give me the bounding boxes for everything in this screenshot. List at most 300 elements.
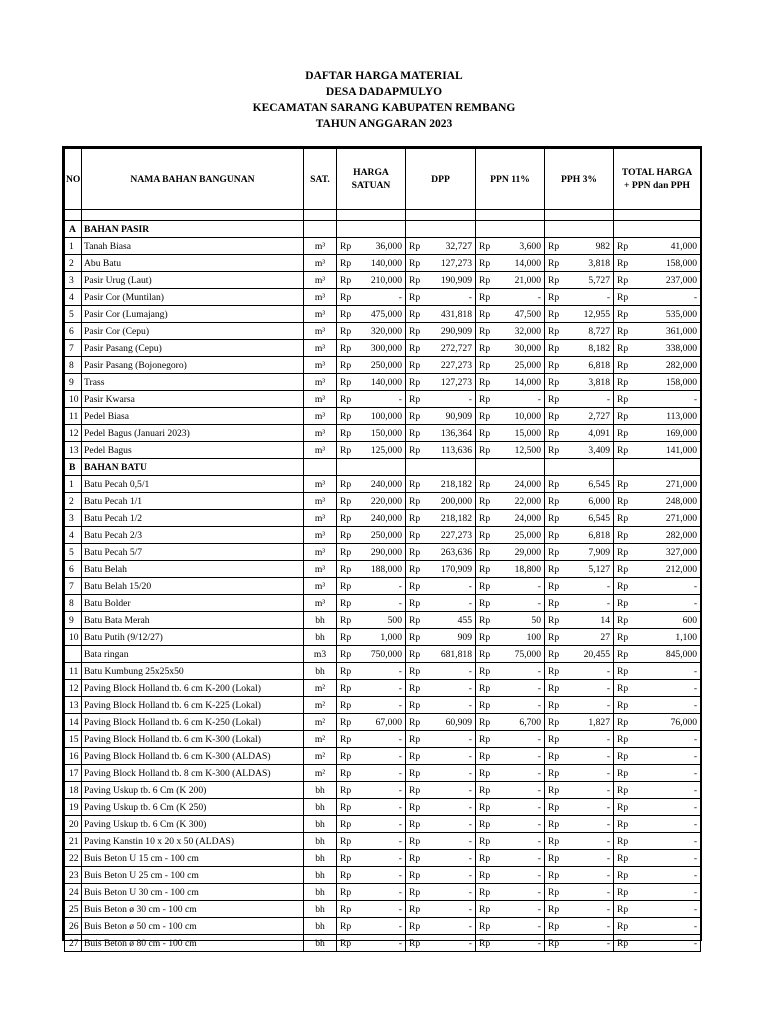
cell-currency: Rp: [406, 408, 425, 425]
cell-total: 113,000: [633, 408, 701, 425]
cell-pph: -: [564, 816, 614, 833]
section-row: [65, 459, 701, 476]
cell-harga: -: [356, 748, 406, 765]
cell-currency: Rp: [545, 782, 564, 799]
cell-currency: Rp: [545, 918, 564, 935]
cell-total: -: [633, 833, 701, 850]
cell-material-name: Batu Kumbung 25x25x50: [82, 663, 304, 680]
cell-ppn: -: [495, 901, 545, 918]
cell-ppn: -: [495, 731, 545, 748]
cell-unit: m³: [304, 578, 337, 595]
cell-ppn: -: [495, 935, 545, 952]
cell-ppn: -: [495, 748, 545, 765]
cell-harga: -: [356, 578, 406, 595]
cell-pph: -: [564, 697, 614, 714]
cell-currency: Rp: [545, 714, 564, 731]
cell-no: 11: [65, 408, 82, 425]
cell-currency: Rp: [545, 646, 564, 663]
cell-currency: Rp: [545, 833, 564, 850]
table-row: [65, 425, 701, 442]
cell-unit: bh: [304, 867, 337, 884]
cell-ppn: 100: [495, 629, 545, 646]
cell-currency: Rp: [337, 374, 356, 391]
cell-unit: m²: [304, 680, 337, 697]
cell-currency: Rp: [476, 391, 495, 408]
cell-unit: m³: [304, 272, 337, 289]
cell-pph: -: [564, 391, 614, 408]
table-row: [65, 799, 701, 816]
cell-ppn: 10,000: [495, 408, 545, 425]
cell-total: 141,000: [633, 442, 701, 459]
cell-total: 845,000: [633, 646, 701, 663]
cell-ppn: 12,500: [495, 442, 545, 459]
cell-harga: -: [356, 391, 406, 408]
cell-pph: 12,955: [564, 306, 614, 323]
cell-total: 158,000: [633, 255, 701, 272]
price-table: [64, 148, 701, 952]
cell-dpp: 200,000: [425, 493, 476, 510]
cell-currency: Rp: [476, 544, 495, 561]
cell-currency: Rp: [337, 408, 356, 425]
cell-currency: Rp: [614, 306, 633, 323]
cell-currency: Rp: [614, 357, 633, 374]
cell-material-name: Pasir Urug (Laut): [82, 272, 304, 289]
cell-currency: Rp: [476, 476, 495, 493]
cell-material-name: Buis Beton ø 30 cm - 100 cm: [82, 901, 304, 918]
cell-currency: Rp: [406, 272, 425, 289]
cell-currency: Rp: [545, 374, 564, 391]
cell-pph: -: [564, 663, 614, 680]
cell-no: 13: [65, 697, 82, 714]
cell-currency: Rp: [337, 765, 356, 782]
cell-unit: m³: [304, 391, 337, 408]
cell-no: 4: [65, 289, 82, 306]
cell-currency: Rp: [406, 918, 425, 935]
cell-harga: 188,000: [356, 561, 406, 578]
cell-ppn: -: [495, 289, 545, 306]
cell-harga: -: [356, 799, 406, 816]
cell-currency: Rp: [614, 544, 633, 561]
cell-no: 16: [65, 748, 82, 765]
cell-material-name: Batu Belah: [82, 561, 304, 578]
cell-currency: Rp: [545, 493, 564, 510]
cell-currency: Rp: [476, 374, 495, 391]
cell-ppn: 75,000: [495, 646, 545, 663]
cell-currency: Rp: [614, 918, 633, 935]
cell-currency: Rp: [614, 493, 633, 510]
cell-harga: 475,000: [356, 306, 406, 323]
cell-material-name: Tanah Biasa: [82, 238, 304, 255]
cell-material-name: Batu Pecah 5/7: [82, 544, 304, 561]
cell-currency: Rp: [614, 425, 633, 442]
cell-harga: 320,000: [356, 323, 406, 340]
cell-ppn: 25,000: [495, 527, 545, 544]
cell-currency: Rp: [406, 884, 425, 901]
table-row: [65, 850, 701, 867]
cell-currency: Rp: [614, 867, 633, 884]
cell-unit: bh: [304, 816, 337, 833]
header-ppn: PPN 11%: [476, 149, 545, 210]
cell-dpp: 127,273: [425, 374, 476, 391]
cell-currency: Rp: [614, 255, 633, 272]
cell-dpp: 290,909: [425, 323, 476, 340]
cell-currency: Rp: [614, 799, 633, 816]
cell-pph: 6,818: [564, 527, 614, 544]
cell-currency: Rp: [337, 476, 356, 493]
cell-currency: Rp: [337, 799, 356, 816]
table-row: [65, 510, 701, 527]
cell-currency: Rp: [614, 765, 633, 782]
cell-pph: -: [564, 731, 614, 748]
cell-unit: m³: [304, 357, 337, 374]
cell-dpp: 455: [425, 612, 476, 629]
cell-currency: Rp: [614, 850, 633, 867]
table-row: [65, 544, 701, 561]
cell-currency: Rp: [476, 612, 495, 629]
cell-currency: Rp: [406, 595, 425, 612]
cell-currency: Rp: [406, 323, 425, 340]
cell-no: 1: [65, 238, 82, 255]
cell-currency: Rp: [406, 629, 425, 646]
cell-currency: Rp: [406, 901, 425, 918]
cell-pph: -: [564, 799, 614, 816]
cell-unit: m³: [304, 561, 337, 578]
cell-currency: Rp: [337, 867, 356, 884]
cell-currency: Rp: [476, 561, 495, 578]
cell-material-name: Batu Pecah 0,5/1: [82, 476, 304, 493]
cell-unit: m²: [304, 714, 337, 731]
cell-currency: Rp: [406, 442, 425, 459]
cell-ppn: -: [495, 850, 545, 867]
cell-pph: 14: [564, 612, 614, 629]
cell-dpp: 32,727: [425, 238, 476, 255]
cell-material-name: Paving Block Holland tb. 6 cm K-250 (Lokal): [82, 714, 304, 731]
cell-currency: Rp: [545, 561, 564, 578]
document-title: [0, 68, 768, 132]
cell-ppn: 50: [495, 612, 545, 629]
cell-harga: -: [356, 816, 406, 833]
cell-currency: Rp: [614, 238, 633, 255]
cell-currency: Rp: [614, 340, 633, 357]
cell-harga: 750,000: [356, 646, 406, 663]
table-row: [65, 612, 701, 629]
cell-material-name: Batu Pecah 2/3: [82, 527, 304, 544]
cell-ppn: 6,700: [495, 714, 545, 731]
header-spacer-row: [65, 210, 701, 221]
cell-currency: Rp: [337, 544, 356, 561]
cell-unit: m²: [304, 697, 337, 714]
cell-currency: Rp: [545, 884, 564, 901]
cell-currency: Rp: [406, 663, 425, 680]
table-row: [65, 748, 701, 765]
cell-currency: Rp: [545, 748, 564, 765]
cell-harga: 140,000: [356, 374, 406, 391]
cell-no: 3: [65, 510, 82, 527]
cell-currency: Rp: [614, 612, 633, 629]
cell-currency: Rp: [406, 935, 425, 952]
cell-unit: m³: [304, 340, 337, 357]
cell-currency: Rp: [337, 731, 356, 748]
cell-currency: Rp: [337, 884, 356, 901]
header-harga-line1: HARGA: [353, 167, 389, 178]
cell-currency: Rp: [614, 697, 633, 714]
cell-harga: 220,000: [356, 493, 406, 510]
table-row: [65, 833, 701, 850]
cell-currency: Rp: [614, 680, 633, 697]
cell-material-name: Buis Beton ø 80 cm - 100 cm: [82, 935, 304, 952]
cell-no: 20: [65, 816, 82, 833]
cell-currency: Rp: [406, 374, 425, 391]
header-total-line1: TOTAL HARGA: [621, 167, 693, 178]
cell-pph: -: [564, 935, 614, 952]
cell-unit: bh: [304, 918, 337, 935]
cell-ppn: 30,000: [495, 340, 545, 357]
cell-currency: Rp: [337, 289, 356, 306]
cell-currency: Rp: [614, 935, 633, 952]
cell-currency: Rp: [406, 527, 425, 544]
cell-currency: Rp: [337, 697, 356, 714]
cell-unit: m³: [304, 527, 337, 544]
cell-total: 169,000: [633, 425, 701, 442]
cell-currency: Rp: [337, 340, 356, 357]
cell-ppn: 14,000: [495, 255, 545, 272]
cell-dpp: 218,182: [425, 476, 476, 493]
table-row: [65, 697, 701, 714]
cell-unit: m³: [304, 510, 337, 527]
cell-dpp: 218,182: [425, 510, 476, 527]
cell-currency: Rp: [545, 391, 564, 408]
cell-dpp: -: [425, 935, 476, 952]
cell-ppn: 3,600: [495, 238, 545, 255]
cell-material-name: Paving Uskup tb. 6 Cm (K 200): [82, 782, 304, 799]
cell-dpp: -: [425, 918, 476, 935]
cell-unit: m²: [304, 765, 337, 782]
cell-currency: Rp: [476, 714, 495, 731]
cell-currency: Rp: [476, 833, 495, 850]
cell-total: 271,000: [633, 510, 701, 527]
cell-dpp: -: [425, 867, 476, 884]
cell-total: 361,000: [633, 323, 701, 340]
cell-total: -: [633, 867, 701, 884]
cell-currency: Rp: [406, 544, 425, 561]
cell-total: 158,000: [633, 374, 701, 391]
cell-currency: Rp: [406, 238, 425, 255]
cell-currency: Rp: [476, 697, 495, 714]
cell-unit: m³: [304, 476, 337, 493]
table-row: [65, 663, 701, 680]
cell-dpp: -: [425, 884, 476, 901]
table-row: [65, 476, 701, 493]
cell-currency: Rp: [406, 799, 425, 816]
cell-currency: Rp: [545, 578, 564, 595]
cell-total: -: [633, 935, 701, 952]
cell-unit: bh: [304, 884, 337, 901]
cell-currency: Rp: [337, 714, 356, 731]
cell-harga: 140,000: [356, 255, 406, 272]
cell-currency: Rp: [337, 323, 356, 340]
cell-currency: Rp: [476, 867, 495, 884]
cell-currency: Rp: [614, 442, 633, 459]
cell-currency: Rp: [476, 289, 495, 306]
cell-material-name: Pedel Biasa: [82, 408, 304, 425]
cell-harga: -: [356, 901, 406, 918]
cell-currency: Rp: [406, 782, 425, 799]
cell-currency: Rp: [614, 816, 633, 833]
cell-currency: Rp: [545, 442, 564, 459]
cell-dpp: -: [425, 748, 476, 765]
cell-no: 23: [65, 867, 82, 884]
cell-total: 1,100: [633, 629, 701, 646]
table-row: [65, 731, 701, 748]
cell-no: 8: [65, 595, 82, 612]
cell-no: 21: [65, 833, 82, 850]
cell-currency: Rp: [406, 425, 425, 442]
cell-currency: Rp: [476, 918, 495, 935]
cell-currency: Rp: [545, 323, 564, 340]
cell-currency: Rp: [545, 765, 564, 782]
table-row: [65, 272, 701, 289]
cell-currency: Rp: [476, 731, 495, 748]
cell-pph: -: [564, 289, 614, 306]
cell-ppn: -: [495, 782, 545, 799]
cell-material-name: Batu Pecah 1/1: [82, 493, 304, 510]
cell-ppn: -: [495, 816, 545, 833]
cell-pph: 6,545: [564, 476, 614, 493]
cell-material-name: Pedel Bagus: [82, 442, 304, 459]
cell-pph: -: [564, 680, 614, 697]
cell-currency: Rp: [545, 255, 564, 272]
cell-currency: Rp: [406, 697, 425, 714]
cell-currency: Rp: [476, 425, 495, 442]
table-row: [65, 357, 701, 374]
cell-material-name: Batu Bata Merah: [82, 612, 304, 629]
cell-currency: Rp: [614, 374, 633, 391]
cell-currency: Rp: [545, 357, 564, 374]
cell-dpp: 227,273: [425, 527, 476, 544]
cell-ppn: -: [495, 833, 545, 850]
cell-unit: m³: [304, 544, 337, 561]
cell-currency: Rp: [614, 782, 633, 799]
cell-currency: Rp: [337, 901, 356, 918]
cell-ppn: 25,000: [495, 357, 545, 374]
cell-total: -: [633, 765, 701, 782]
cell-currency: Rp: [545, 816, 564, 833]
table-body: [65, 221, 701, 952]
cell-ppn: -: [495, 867, 545, 884]
cell-material-name: Buis Beton ø 50 cm - 100 cm: [82, 918, 304, 935]
table-row: [65, 323, 701, 340]
cell-currency: Rp: [614, 595, 633, 612]
cell-currency: Rp: [545, 799, 564, 816]
cell-currency: Rp: [337, 357, 356, 374]
cell-currency: Rp: [614, 476, 633, 493]
cell-currency: Rp: [337, 306, 356, 323]
cell-currency: Rp: [476, 850, 495, 867]
cell-harga: -: [356, 935, 406, 952]
cell-unit: m³: [304, 323, 337, 340]
cell-currency: Rp: [545, 850, 564, 867]
cell-no: 27: [65, 935, 82, 952]
header-name: NAMA BAHAN BANGUNAN: [82, 149, 304, 210]
cell-unit: m²: [304, 731, 337, 748]
cell-currency: Rp: [476, 272, 495, 289]
cell-material-name: Pedel Bagus (Januari 2023): [82, 425, 304, 442]
cell-unit: bh: [304, 935, 337, 952]
cell-dpp: -: [425, 595, 476, 612]
cell-currency: Rp: [337, 646, 356, 663]
cell-currency: Rp: [614, 884, 633, 901]
cell-dpp: -: [425, 765, 476, 782]
cell-no: 8: [65, 357, 82, 374]
cell-no: 22: [65, 850, 82, 867]
section-letter: A: [65, 221, 82, 238]
cell-ppn: -: [495, 578, 545, 595]
cell-no: 5: [65, 544, 82, 561]
cell-currency: Rp: [337, 850, 356, 867]
cell-unit: m³: [304, 238, 337, 255]
cell-currency: Rp: [406, 850, 425, 867]
header-harga-line2: SATUAN: [351, 180, 391, 191]
cell-currency: Rp: [545, 731, 564, 748]
cell-total: -: [633, 731, 701, 748]
cell-currency: Rp: [406, 476, 425, 493]
cell-material-name: Paving Block Holland tb. 8 cm K-300 (ALDAS): [82, 765, 304, 782]
cell-currency: Rp: [406, 765, 425, 782]
cell-currency: Rp: [337, 391, 356, 408]
cell-pph: 6,818: [564, 357, 614, 374]
cell-unit: m3: [304, 646, 337, 663]
cell-currency: Rp: [337, 935, 356, 952]
table-row: [65, 765, 701, 782]
cell-currency: Rp: [337, 782, 356, 799]
cell-no: 26: [65, 918, 82, 935]
price-table-container: [62, 146, 702, 949]
cell-ppn: 22,000: [495, 493, 545, 510]
table-row: [65, 884, 701, 901]
cell-material-name: Buis Beton U 30 cm - 100 cm: [82, 884, 304, 901]
cell-material-name: Paving Uskup tb. 6 Cm (K 250): [82, 799, 304, 816]
cell-currency: Rp: [545, 595, 564, 612]
cell-material-name: Pasir Cor (Cepu): [82, 323, 304, 340]
cell-unit: m³: [304, 255, 337, 272]
cell-dpp: 227,273: [425, 357, 476, 374]
cell-currency: Rp: [337, 612, 356, 629]
cell-ppn: -: [495, 680, 545, 697]
cell-pph: 1,827: [564, 714, 614, 731]
cell-total: -: [633, 901, 701, 918]
cell-harga: 500: [356, 612, 406, 629]
cell-currency: Rp: [406, 867, 425, 884]
cell-dpp: 681,818: [425, 646, 476, 663]
cell-currency: Rp: [476, 323, 495, 340]
cell-currency: Rp: [545, 238, 564, 255]
cell-material-name: Pasir Pasang (Bojonegoro): [82, 357, 304, 374]
cell-unit: m²: [304, 748, 337, 765]
cell-no: 6: [65, 323, 82, 340]
cell-pph: -: [564, 901, 614, 918]
cell-no: 3: [65, 272, 82, 289]
cell-currency: Rp: [476, 799, 495, 816]
cell-currency: Rp: [406, 646, 425, 663]
section-row: [65, 221, 701, 238]
cell-dpp: 113,636: [425, 442, 476, 459]
cell-material-name: Pasir Pasang (Cepu): [82, 340, 304, 357]
cell-total: 212,000: [633, 561, 701, 578]
cell-currency: Rp: [337, 680, 356, 697]
table-row: [65, 595, 701, 612]
cell-currency: Rp: [476, 510, 495, 527]
cell-dpp: -: [425, 663, 476, 680]
